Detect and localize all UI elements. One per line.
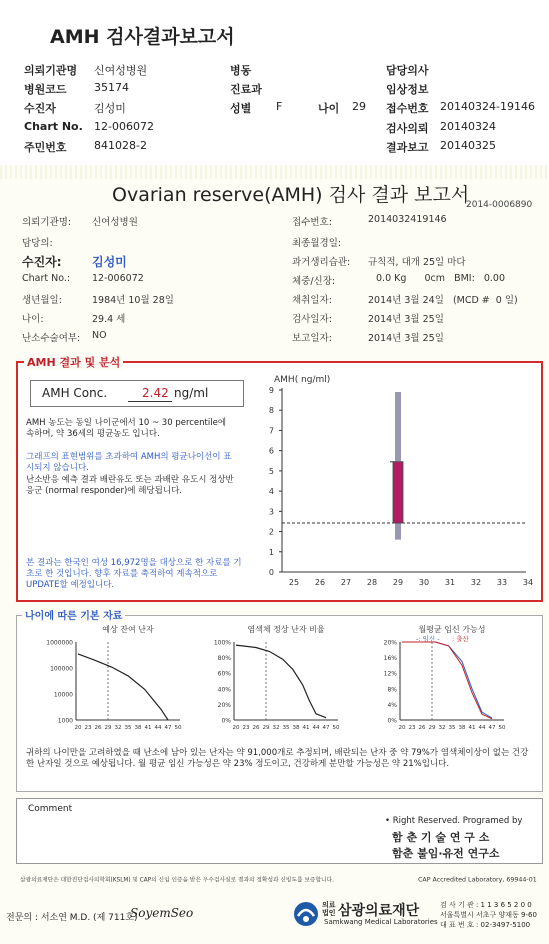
age-value: 29	[352, 100, 366, 113]
amh-conc-label: AMH Conc.	[42, 386, 108, 400]
basic-summary: 귀하의 나이만을 고려하였을 때 난소에 남아 있는 난자는 약 91,000개로 추정되며, 배란되는 난자 중 약 79%가 염색체이상이 없는 건강한 난자일 것으로 예상됩니다. 월 평균 임신 가능성은 약 23% 정도이고, 건강하게 분만할 가능성은 약 21%입니다.	[26, 748, 529, 769]
mini-x-tick-label: 35	[124, 725, 132, 731]
mini-y-tick-label: 100000	[50, 665, 73, 673]
mini-y-tick-label: 0%	[221, 717, 231, 725]
amh-chart	[244, 368, 538, 596]
mini-y-tick-label: 10000	[53, 691, 73, 699]
top-label: 결과보고	[386, 141, 429, 154]
mini-chart-title: 월평균 임신 가능성	[418, 625, 486, 634]
info-value: 1984년 10월 28일	[92, 295, 174, 306]
info-value: 2014년 3월 25일	[368, 333, 444, 344]
top-value: 841028-2	[94, 139, 147, 152]
chart-ylabel: AMH( ng/ml)	[274, 375, 331, 385]
y-tick-label: 9	[268, 386, 274, 395]
amh-conc-underline	[128, 401, 172, 402]
x-tick-label: 25	[288, 578, 300, 587]
mini-x-tick-label: 38	[292, 725, 300, 731]
top-value: 20140324	[440, 120, 496, 133]
mini-x-tick-label: 47	[488, 725, 496, 731]
mini-chart-title: 염색체 정상 난자 비율	[247, 625, 325, 634]
samkwang-logo-icon	[292, 900, 320, 928]
mini-y-tick-label: 1000	[57, 717, 73, 725]
mini-x-tick-label: 47	[164, 725, 172, 731]
amh-response-text: 난소반응 예측 결과 배란유도 또는 과배란 유도시 정상반응군 (normal responder)에 해당됩니다.	[26, 475, 234, 496]
mini-x-tick-label: 29	[428, 725, 436, 731]
org-line-2: 함춘 불임·유전 연구소	[392, 847, 500, 860]
top-label: 접수번호	[386, 102, 429, 115]
sex-label: 성별	[230, 102, 252, 115]
info-value: 2014년 3월 25일	[368, 314, 444, 325]
info-value: NO	[92, 330, 107, 341]
x-tick-label: 32	[470, 578, 482, 587]
x-tick-label: 27	[340, 578, 352, 587]
top-value: 35174	[94, 81, 129, 94]
y-tick-label: 6	[268, 446, 274, 456]
info-label: 검사일자:	[292, 314, 332, 325]
report-top-texture	[0, 165, 549, 179]
mini-y-tick-label: 4%	[387, 701, 397, 709]
amh-data-note: 본 결과는 한국인 여성 16,972명을 대상으로 한 자료를 기초로 한 것입니다. 향후 자료를 축적하여 계속적으로 UPDATE할 예정입니다.	[26, 558, 242, 590]
mini-x-tick-label: 44	[478, 725, 486, 731]
comment-label: Comment	[28, 804, 73, 814]
mini-x-tick-label: 38	[134, 725, 142, 731]
x-tick-label: 28	[366, 578, 378, 587]
org-line-1: 함 춘 기 술 연 구 소	[392, 831, 490, 844]
basic-charts	[20, 620, 540, 740]
mini-y-tick-label: 20%	[217, 701, 231, 709]
mini-x-tick-label: 20	[74, 725, 82, 731]
info-label: 최종월경일:	[292, 238, 342, 249]
legend-pregnancy: -: 임신 -	[416, 635, 440, 643]
mini-x-tick-label: 26	[418, 725, 426, 731]
top-label: 주민번호	[24, 141, 67, 154]
info-label: 담당의:	[22, 238, 53, 249]
mini-x-tick-label: 50	[332, 725, 340, 731]
y-tick-label: 4	[268, 487, 274, 497]
page-title: AMH 검사결과보고서	[50, 26, 235, 48]
y-tick-label: 3	[268, 507, 274, 517]
info-label: 체중/신장:	[292, 276, 336, 287]
y-tick-label: 7	[268, 426, 274, 436]
sex-value: F	[276, 100, 283, 113]
mini-x-tick-label: 32	[272, 725, 280, 731]
info-label: 과거생리습관:	[292, 257, 351, 268]
mini-y-tick-label: 8%	[387, 686, 397, 694]
x-tick-label: 26	[314, 578, 326, 587]
mini-x-tick-label: 44	[312, 725, 320, 731]
org-english: Samkwang Medical Laboratories	[324, 918, 438, 926]
mini-y-tick-label: 20%	[383, 639, 397, 647]
rights-text: • Right Reserved. Programed by	[385, 816, 523, 826]
top-label: 의뢰기관명	[24, 64, 78, 77]
normal-egg-ratio-line	[236, 645, 326, 718]
doc-number: 2014-0006890	[466, 200, 533, 210]
y-tick-label: 8	[268, 406, 274, 416]
cap-text: CAP Accredited Laboratory, 69944-01	[418, 876, 537, 884]
mini-x-tick-label: 47	[322, 725, 330, 731]
mini-x-tick-label: 20	[232, 725, 240, 731]
info-value: 2014년 3월 24일 (MCD # 0 일)	[368, 295, 518, 306]
amh-percentile-text: AMH 농도는 동일 나이군에서 10 ~ 30 percentile에 속하며, 약 36세의 평균농도 입니다.	[26, 418, 227, 439]
basic-section-title: 나이에 따른 기본 자료	[22, 607, 125, 622]
ward-label: 병동	[230, 64, 252, 77]
x-tick-label: 30	[418, 578, 430, 587]
y-tick-label: 2	[268, 527, 274, 537]
pregnancy-series-line	[402, 642, 492, 719]
mini-x-tick-label: 41	[468, 725, 476, 731]
mini-x-tick-label: 26	[94, 725, 102, 731]
amh-conc-unit: ng/ml	[174, 386, 209, 400]
org-small: 의료법인	[322, 901, 336, 917]
info-label: 난소수술여부:	[22, 333, 81, 344]
x-tick-label: 33	[496, 578, 508, 587]
phone: 대 표 번 호 : 02-3497-5100	[440, 921, 531, 929]
info-value: 29.4 세	[92, 314, 126, 325]
info-label: 채취일자:	[292, 295, 332, 306]
mini-chart-title: 예상 잔여 난자	[102, 625, 154, 634]
mini-y-tick-label: 60%	[217, 670, 231, 678]
info-value: 규칙적, 대개 25일 마다	[368, 257, 466, 268]
top-value: 20140325	[440, 139, 496, 152]
report-title: Ovarian reserve(AMH) 검사 결과 보고서	[112, 184, 470, 206]
top-label: 담당의사	[386, 64, 429, 77]
mini-x-tick-label: 20	[398, 725, 406, 731]
mini-y-tick-label: 40%	[217, 686, 231, 694]
signature: SoyemSeo	[130, 906, 194, 920]
mini-x-tick-label: 23	[84, 725, 92, 731]
cert-text: 삼광의료재단은 대한진단검사의학회(KSLM) 및 CAP의 신임 인증을 받은 우수검사실로 결과의 정확성과 신빙도를 보증합니다.	[20, 876, 334, 884]
org-name: 삼광의료재단	[338, 903, 420, 919]
mini-x-tick-label: 44	[154, 725, 162, 731]
amh-range-note: 그래프의 표현범위를 초과하여 AMH의 평균나이선이 표시되지 않습니다.	[26, 452, 232, 473]
top-value: 12-006072	[94, 120, 154, 133]
top-label: 병원코드	[24, 83, 67, 96]
mini-x-tick-label: 50	[498, 725, 506, 731]
mini-x-tick-label: 38	[458, 725, 466, 731]
info-label: 의뢰기관명:	[22, 217, 72, 228]
y-tick-label: 5	[268, 466, 274, 476]
mini-x-tick-label: 29	[262, 725, 270, 731]
amh-conc-value: 2.42	[142, 386, 169, 400]
mini-x-tick-label: 50	[174, 725, 182, 731]
patient-name: 김성미	[92, 255, 127, 269]
info-label: 접수번호:	[292, 217, 332, 228]
mini-x-tick-label: 35	[282, 725, 290, 731]
top-label: Chart No.	[24, 120, 83, 133]
info-label: 보고일자:	[292, 333, 332, 344]
legend-birth: : 출산	[452, 635, 469, 643]
x-tick-label: 31	[444, 578, 456, 587]
mini-y-tick-label: 100%	[213, 639, 231, 647]
egg-count-line	[78, 654, 168, 720]
x-tick-label: 29	[392, 578, 404, 587]
dept-label: 진료과	[230, 83, 262, 96]
top-label: 임상정보	[386, 83, 429, 96]
mini-x-tick-label: 32	[438, 725, 446, 731]
info-value: 0.0 Kg 0cm BMI: 0.00	[376, 273, 506, 284]
top-value: 신여성병원	[94, 64, 148, 77]
mini-x-tick-label: 41	[302, 725, 310, 731]
y-tick-label: 0	[268, 568, 274, 577]
mini-x-tick-label: 35	[448, 725, 456, 731]
mini-y-tick-label: 12%	[383, 670, 397, 678]
info-label: 생년월일:	[22, 295, 62, 306]
info-value: 2014032419146	[368, 214, 447, 225]
info-value: 신여성병원	[92, 217, 138, 228]
info-value: 12-006072	[92, 273, 144, 284]
amh-section-title: AMH 결과 및 분석	[24, 354, 123, 370]
x-tick-label: 34	[522, 578, 534, 587]
mini-x-tick-label: 23	[408, 725, 416, 731]
doctor-name: 전문의 : 서소연 M.D. (제 711호)	[6, 913, 138, 923]
mini-x-tick-label: 26	[252, 725, 260, 731]
top-value: 20140324-19146	[440, 100, 535, 113]
y-tick-label: 1	[268, 547, 274, 557]
top-label: 검사의뢰	[386, 122, 429, 135]
info-label: Chart No.:	[22, 273, 71, 284]
mini-y-tick-label: 0%	[387, 717, 397, 725]
mini-y-tick-label: 16%	[383, 655, 397, 663]
address: 서울특별시 서초구 양재동 9-60	[440, 911, 537, 919]
mini-x-tick-label: 29	[104, 725, 112, 731]
reg-number: 검 사 기 관 : 1 1 3 6 5 2 0 0	[440, 901, 532, 909]
mini-y-tick-label: 1000000	[46, 639, 73, 647]
percentile-box	[393, 462, 403, 523]
mini-x-tick-label: 41	[144, 725, 152, 731]
patient-label: 수진자:	[22, 255, 62, 269]
age-label: 나이	[318, 102, 340, 115]
top-value: 김성미	[94, 102, 126, 115]
mini-x-tick-label: 32	[114, 725, 122, 731]
mini-y-tick-label: 80%	[217, 655, 231, 663]
info-label: 나이:	[22, 314, 44, 325]
top-label: 수진자	[24, 102, 56, 115]
mini-x-tick-label: 23	[242, 725, 250, 731]
